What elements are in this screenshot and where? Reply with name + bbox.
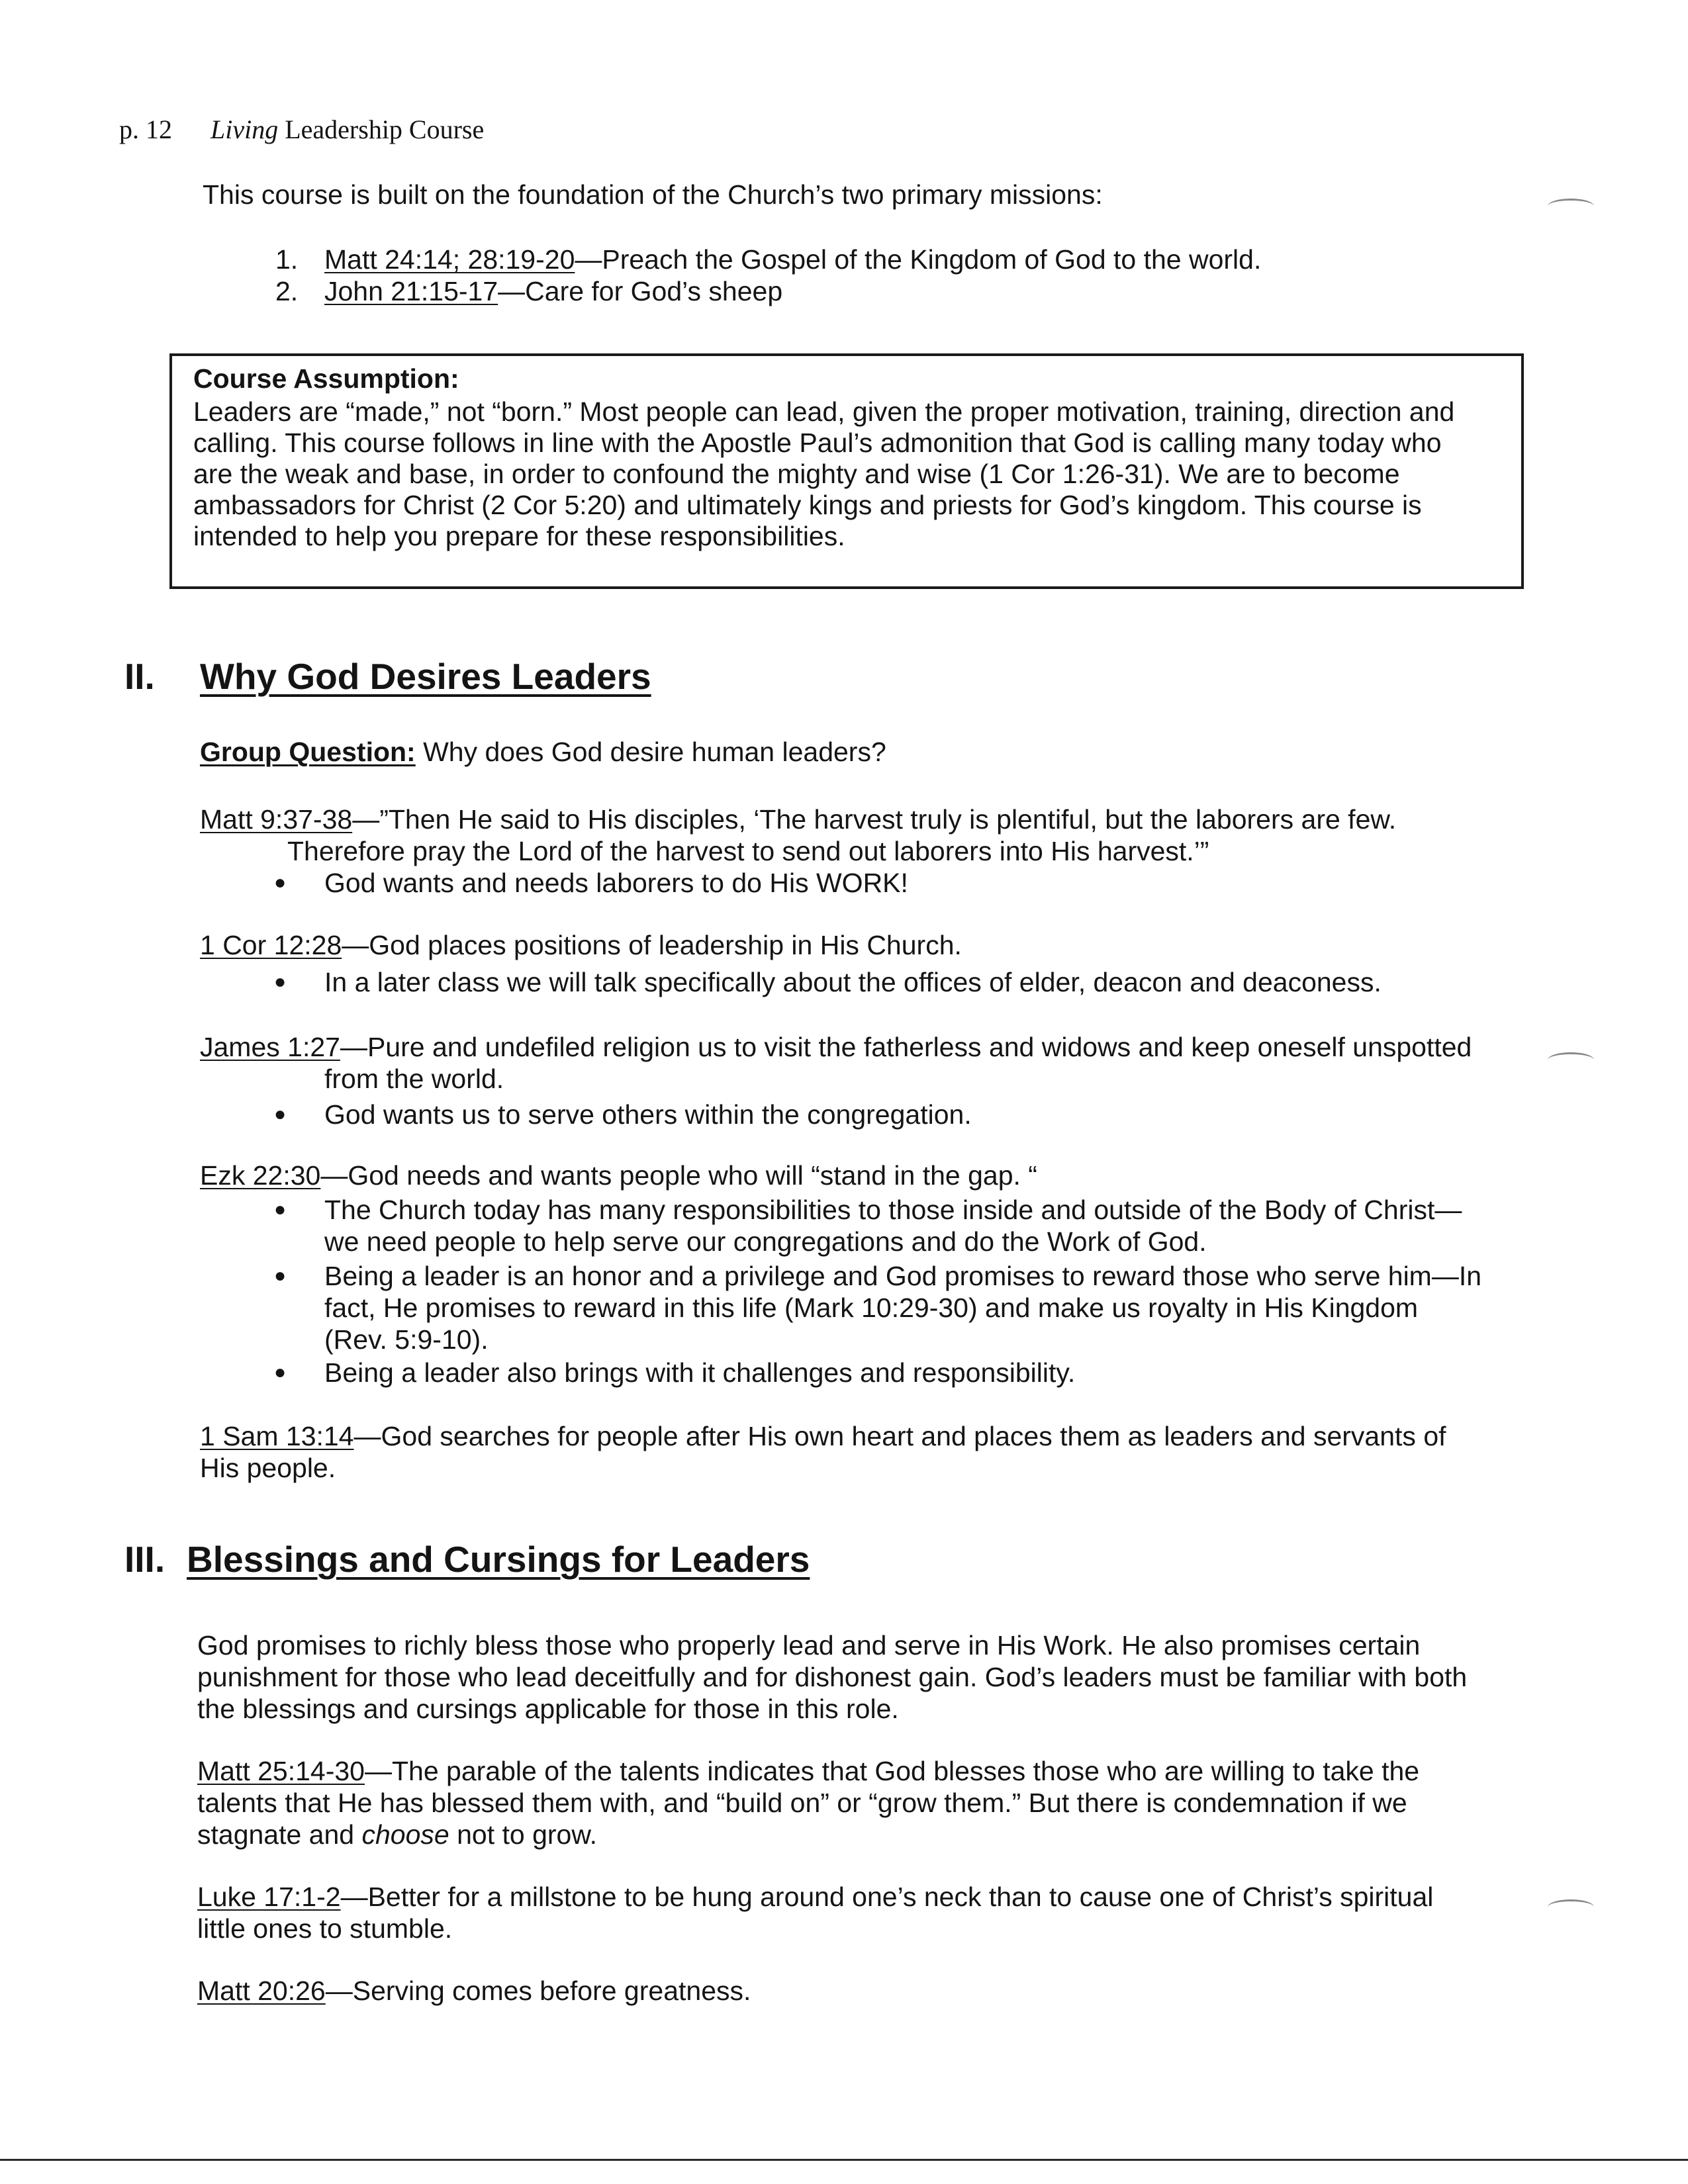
bullet-dot: ● <box>274 971 287 993</box>
bullet-text: Being a leader is an honor and a privilege and God promises to reward those who serve him—In <box>324 1261 1482 1291</box>
scripture-text: —Better for a millstone to be hung around one’s neck than to cause one of Christ’s spiritual <box>340 1882 1434 1912</box>
group-question <box>200 736 886 768</box>
scripture-text: —God searches for people after His own heart and places them as leaders and servants of <box>353 1421 1446 1451</box>
scripture-entry <box>197 1881 1433 1913</box>
scripture-ref: Matt 25:14-30 <box>197 1756 365 1786</box>
scripture-text: —”Then He said to His disciples, ‘The harvest truly is plentiful, but the laborers are few. <box>352 804 1397 835</box>
group-question-label: Group Question: <box>200 737 416 767</box>
scripture-entry <box>200 929 962 961</box>
bullet-text: Being a leader also brings with it challenges and responsibility. <box>324 1357 1076 1388</box>
scripture-entry <box>197 1755 1419 1787</box>
scan-margin-mark <box>1548 199 1594 214</box>
scripture-ref: Luke 17:1-2 <box>197 1882 341 1912</box>
intro-text: This course is built on the foundation of the Church’s two primary missions: <box>203 179 1103 210</box>
assumption-line: are the weak and base, in order to confound the mighty and wise (1 Cor 1:26-31). We are to become <box>193 459 1400 489</box>
scripture-ref: Matt 20:26 <box>197 1976 326 2006</box>
scripture-text: —Serving comes before greatness. <box>325 1976 751 2006</box>
course-assumption-box <box>169 353 1524 589</box>
bullet-dot: ● <box>274 1199 287 1220</box>
course-title-italic: Living <box>211 114 279 144</box>
scripture-entry <box>200 1420 1446 1452</box>
bullet-dot: ● <box>274 872 287 893</box>
scripture-continuation: talents that He has blessed them with, and “build on” or “grow them.” But there is condemnation if we <box>197 1788 1407 1818</box>
scripture-ref: Ezk 22:30 <box>200 1160 321 1191</box>
paragraph-line: punishment for those who lead deceitfully and for dishonest gain. God’s leaders must be familiar with both <box>197 1662 1468 1692</box>
assumption-line: calling. This course follows in line with the Apostle Paul’s admonition that God is calling many today who <box>193 428 1442 458</box>
assumption-title: Course Assumption: <box>193 363 459 394</box>
scripture-continuation: His people. <box>200 1453 336 1483</box>
scripture-text: —God needs and wants people who will “stand in the gap. “ <box>320 1160 1037 1191</box>
mission-item-2 <box>275 275 782 307</box>
mission-item-1 <box>275 244 1261 275</box>
bullet-text: The Church today has many responsibilities to those inside and outside of the Body of Christ— <box>324 1195 1462 1225</box>
scripture-ref: 1 Sam 13:14 <box>200 1421 354 1451</box>
scan-margin-mark <box>1548 1052 1594 1068</box>
paragraph-line: the blessings and cursings applicable for those in this role. <box>197 1694 899 1724</box>
bullet-text-continuation: (Rev. 5:9-10). <box>324 1324 489 1355</box>
bottom-scan-edge <box>0 2159 1688 2161</box>
bullet-text-continuation: fact, He promises to reward in this life (Mark 10:29-30) and make us royalty in His Kingdom <box>324 1293 1419 1323</box>
scripture-continuation: Therefore pray the Lord of the harvest to send out laborers into His harvest.’” <box>287 836 1209 866</box>
assumption-line: Leaders are “made,” not “born.” Most people can lead, given the proper motivation, training, direction and <box>193 396 1455 427</box>
text-fragment: stagnate and <box>197 1819 362 1850</box>
course-title: Leadership Course <box>278 114 485 144</box>
scripture-entry <box>197 1975 751 2007</box>
section-heading: Why God Desires Leaders <box>200 656 651 697</box>
bullet-dot: ● <box>274 1103 287 1125</box>
section-numeral: II. <box>124 656 155 697</box>
scripture-ref: John 21:15-17 <box>324 276 498 306</box>
text-fragment: not to grow. <box>449 1819 598 1850</box>
bullet-text: God wants and needs laborers to do His WORK! <box>324 868 908 898</box>
scripture-entry <box>200 803 1396 835</box>
mission-text: —Care for God’s sheep <box>498 276 783 306</box>
scripture-continuation: little ones to stumble. <box>197 1913 453 1944</box>
section-heading: Blessings and Cursings for Leaders <box>187 1539 810 1580</box>
scripture-ref: Matt 24:14; 28:19-20 <box>324 244 575 275</box>
scripture-continuation: from the world. <box>324 1064 504 1094</box>
emphasis-text: choose <box>361 1819 449 1850</box>
scripture-ref: 1 Cor 12:28 <box>200 930 342 960</box>
scripture-text: —Pure and undefiled religion us to visit the fatherless and widows and keep oneself unspotted <box>340 1032 1472 1062</box>
scripture-entry <box>200 1160 1037 1191</box>
group-question-text: Why does God desire human leaders? <box>415 737 886 767</box>
scripture-continuation <box>197 1819 597 1850</box>
page-header <box>119 114 484 146</box>
scan-margin-mark <box>1548 1899 1594 1915</box>
bullet-text: God wants us to serve others within the congregation. <box>324 1099 972 1130</box>
paragraph-line: God promises to richly bless those who properly lead and serve in His Work. He also promises certain <box>197 1630 1421 1661</box>
bullet-text: In a later class we will talk specifically about the offices of elder, deacon and deaconess. <box>324 967 1382 997</box>
mission-number: 1. <box>275 244 299 275</box>
mission-number: 2. <box>275 276 299 306</box>
section-numeral: III. <box>124 1539 165 1580</box>
scripture-text: —The parable of the talents indicates that God blesses those who are willing to take the <box>365 1756 1420 1786</box>
scripture-entry <box>200 1031 1472 1063</box>
bullet-dot: ● <box>274 1361 287 1383</box>
scripture-text: —God places positions of leadership in His Church. <box>342 930 962 960</box>
bullet-text-continuation: we need people to help serve our congregations and do the Work of God. <box>324 1226 1207 1257</box>
assumption-line: ambassadors for Christ (2 Cor 5:20) and ultimately kings and priests for God’s kingdom. This course is <box>193 490 1422 520</box>
mission-text: —Preach the Gospel of the Kingdom of God to the world. <box>575 244 1262 275</box>
bullet-dot: ● <box>274 1265 287 1287</box>
scripture-ref: James 1:27 <box>200 1032 340 1062</box>
page-number: p. 12 <box>119 114 172 144</box>
scripture-ref: Matt 9:37-38 <box>200 804 353 835</box>
assumption-line: intended to help you prepare for these responsibilities. <box>193 521 845 551</box>
